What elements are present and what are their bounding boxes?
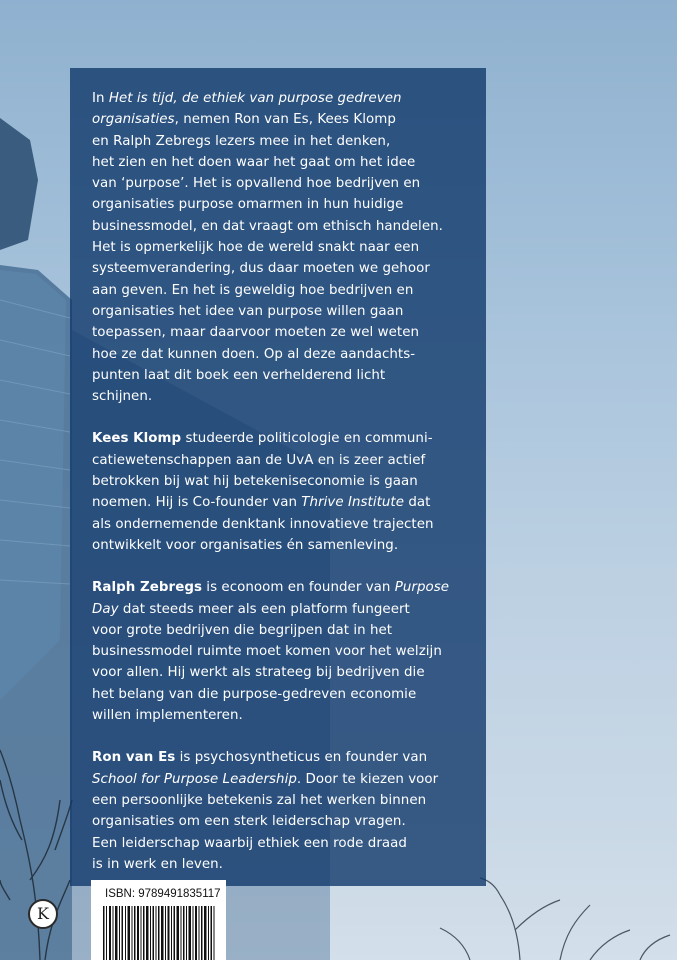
intro-line: punten laat dit boek een verhelderend licht xyxy=(92,367,386,383)
intro-line: organisaties het idee van purpose willen gaan xyxy=(92,303,404,319)
intro-line: Het is opmerkelijk hoe de wereld snakt naar een xyxy=(92,240,420,256)
intro-paragraph: In Het is tijd, de ethiek van purpose gedreven organisaties, nemen Ron van Es, Kees Klomp en Ralph Zebregs lezers mee in het denken, het zien en het doen waar het gaat om het idee van ‘purpose’. Het is opvallend hoe bedrijven en organisaties purpose omarmen in hun huidige businessmodel, en dat vraagt om ethisch handelen. Het is opmerkelijk hoe de wereld snakt naar een systeemverandering, dus daar moeten we gehoor aan geven. En het is geweldig hoe bedrijven en organisaties het idee van purpose willen gaan toepassen, maar daarvoor moeten ze wel weten hoe ze dat kunnen doen. Op al deze aandachts- punten laat dit boek een verhelderend licht schijnen. xyxy=(92,88,470,407)
author-name: Ralph Zebregs xyxy=(92,580,202,596)
intro-line: aan geven. En het is geweldig hoe bedrijven en xyxy=(92,282,414,298)
intro-line: organisaties purpose omarmen in hun huidige xyxy=(92,197,404,213)
intro-line: het zien en het doen waar het gaat om het idee xyxy=(92,154,416,170)
back-cover-text-panel xyxy=(70,68,486,886)
author-name: Ron van Es xyxy=(92,750,176,766)
barcode-bars xyxy=(103,906,215,960)
author-bio-kees-klomp: Kees Klomp studeerde politicologie en communi- catiewetenschappen aan de UvA en is zeer actief betrokken bij wat hij betekeniseconomie is gaan noemen. Hij is Co-founder van Thrive Institute dat als ondernemende denktank innovatieve trajecten ontwikkelt voor organisaties én samenleving. xyxy=(92,431,434,553)
author-name: Kees Klomp xyxy=(92,431,182,447)
intro-line: toepassen, maar daarvoor moeten ze wel weten xyxy=(92,325,420,341)
book-title: Het is tijd, de ethiek van purpose gedreven xyxy=(108,91,402,106)
intro-line: van ‘purpose’. Het is opvallend hoe bedrijven en xyxy=(92,176,421,192)
intro-line: hoe ze dat kunnen doen. Op al deze aandachts- xyxy=(92,346,416,362)
tree-branches-right xyxy=(440,878,670,960)
publisher-logo: K xyxy=(28,899,58,929)
author-bio-ralph-zebregs: Ralph Zebregs is econoom en founder van Purpose Day dat steeds meer als een platform fungeert voor grote bedrijven die begrijpen dat in het businessmodel ruimte moet komen voor het welzijn voor allen. Hij werkt als strateeg bij bedrijven die het belang van die purpose-gedreven economie willen implementeren. xyxy=(92,580,450,724)
skyscraper-top xyxy=(0,118,38,250)
author-bio-ron-van-es: Ron van Es is psychosyntheticus en founder van School for Purpose Leadership. Door te kiezen voor een persoonlijke betekenis zal het werken binnen organisaties om een sterk leiderschap vragen. Een leiderschap waarbij ethiek een rode draad is in werk en leven. xyxy=(92,750,439,872)
intro-line: systeemverandering, dus daar moeten we gehoor xyxy=(92,261,430,277)
isbn-text: ISBN: 9789491835117 xyxy=(105,888,221,900)
intro-line: en Ralph Zebregs lezers mee in het denken, xyxy=(92,133,391,149)
intro-line: businessmodel, en dat vraagt om ethisch handelen. xyxy=(92,218,443,234)
intro-line: schijnen. xyxy=(92,389,153,405)
skyscraper-glass xyxy=(0,270,66,700)
isbn-barcode xyxy=(91,880,226,960)
